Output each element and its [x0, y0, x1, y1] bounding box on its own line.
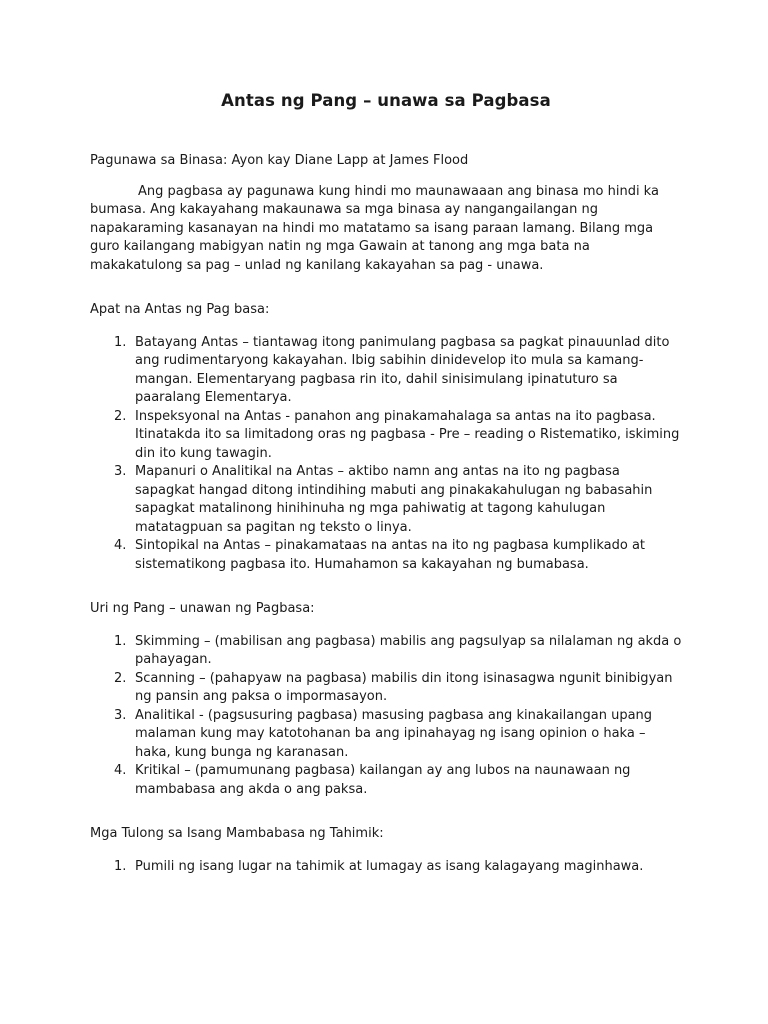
section-heading: Apat na Antas ng Pag basa: [90, 302, 270, 317]
list-item-text: Skimming – (mabilisan ang pagbasa) mabilis ang pagsulyap sa nilalaman ng akda o pahayagan. [135, 633, 682, 667]
list-item-text: Inspeksyonal na Antas - panahon ang pinakamahalaga sa antas na ito pagbasa. Itinatakda ito sa limitadong oras ng pagbasa - Pre – reading o Ristematiko, iskiming din ito kung tawagin. [135, 408, 680, 461]
list-number: 1. [114, 633, 127, 649]
list-item [90, 633, 682, 670]
list-number: 4. [114, 538, 127, 553]
list-item-text: Kritikal – (pamumunang pagbasa) kailangan ay ang lubos na naunawaan ng mambabasa ang akda o ang paksa. [135, 763, 631, 797]
list-item [90, 707, 682, 763]
list-item-text: Scanning – (pahapyaw na pagbasa) mabilis din itong isinasagwa ngunit binibigyan ng pansin ang paksa o impormasayon. [135, 670, 673, 704]
list-item [90, 762, 682, 799]
list-item [90, 463, 682, 537]
list-item [90, 537, 682, 574]
numbered-list [90, 633, 682, 800]
list-number: 4. [114, 763, 127, 778]
list-number: 2. [114, 408, 127, 424]
document-subtitle: Pagunawa sa Binasa: Ayon kay Diane Lapp at James Flood [90, 153, 469, 168]
list-item-text: Sintopikal na Antas – pinakamataas na antas na ito ng pagbasa kumplikado at sistematikong pagbasa ito. Humahamon sa kakayahan ng bumabasa. [135, 538, 646, 572]
list-number: 3. [114, 707, 127, 723]
section-heading: Uri ng Pang – unawan ng Pagbasa: [90, 601, 315, 616]
list-item-text: Analitikal - (pagsusuring pagbasa) masusing pagbasa ang kinakailangan upang malaman kung may katotohanan ba ang ipinahayag ng isang opinion o haka – haka, kung bunga ng karanasan. [135, 707, 653, 760]
numbered-list [90, 334, 682, 575]
list-item [90, 858, 682, 877]
section-tulong [90, 825, 682, 876]
list-item [90, 334, 682, 408]
section-antas [90, 301, 682, 574]
list-number: 1. [114, 858, 127, 874]
list-number: 2. [114, 670, 127, 686]
list-number: 1. [114, 334, 127, 350]
list-item-text: Pumili ng isang lugar na tahimik at lumagay as isang kalagayang maginhawa. [135, 858, 644, 874]
list-item [90, 408, 682, 464]
numbered-list [90, 858, 682, 877]
list-item-text: Batayang Antas – tiantawag itong panimulang pagbasa sa pagkat pinauunlad dito ang rudimentaryong kakayahan. Ibig sabihin dinidevelop ito mula sa kamang-mangan. Elementaryang pagbasa rin ito, dahil sinisimulang ipinatuturo sa paaralang Elementarya. [135, 334, 670, 405]
list-item-text: Mapanuri o Analitikal na Antas – aktibo namn ang antas na ito ng pagbasa sapagkat hangad ditong intindihing mabuti ang pinakakahulugan ng babasahin sapagkat matalinong hinihinuha ng mga pahiwatig at tagong kahulugan matatagpuan sa pagitan ng teksto o linya. [135, 464, 653, 535]
list-number: 3. [114, 464, 127, 479]
list-item [90, 670, 682, 707]
section-heading: Mga Tulong sa Isang Mambabasa ng Tahimik: [90, 826, 384, 841]
document-title: Antas ng Pang – unawa sa Pagbasa [221, 91, 551, 110]
section-uri [90, 600, 682, 799]
intro-paragraph: Ang pagbasa ay pagunawa kung hindi mo maunawaaan ang binasa mo hindi ka bumasa. Ang kakayahang makaunawa sa mga binasa ay nangangailangan ng napakaraming kasanayan na hindi mo matatamo sa isang paraan lamang. Bilang mga guro kailangang mabigyan natin ng mga Gawain at tanong ang mga bata na makakatulong sa pag – unlad ng kanilang kakayahan sa pag - unawa. [90, 183, 659, 273]
